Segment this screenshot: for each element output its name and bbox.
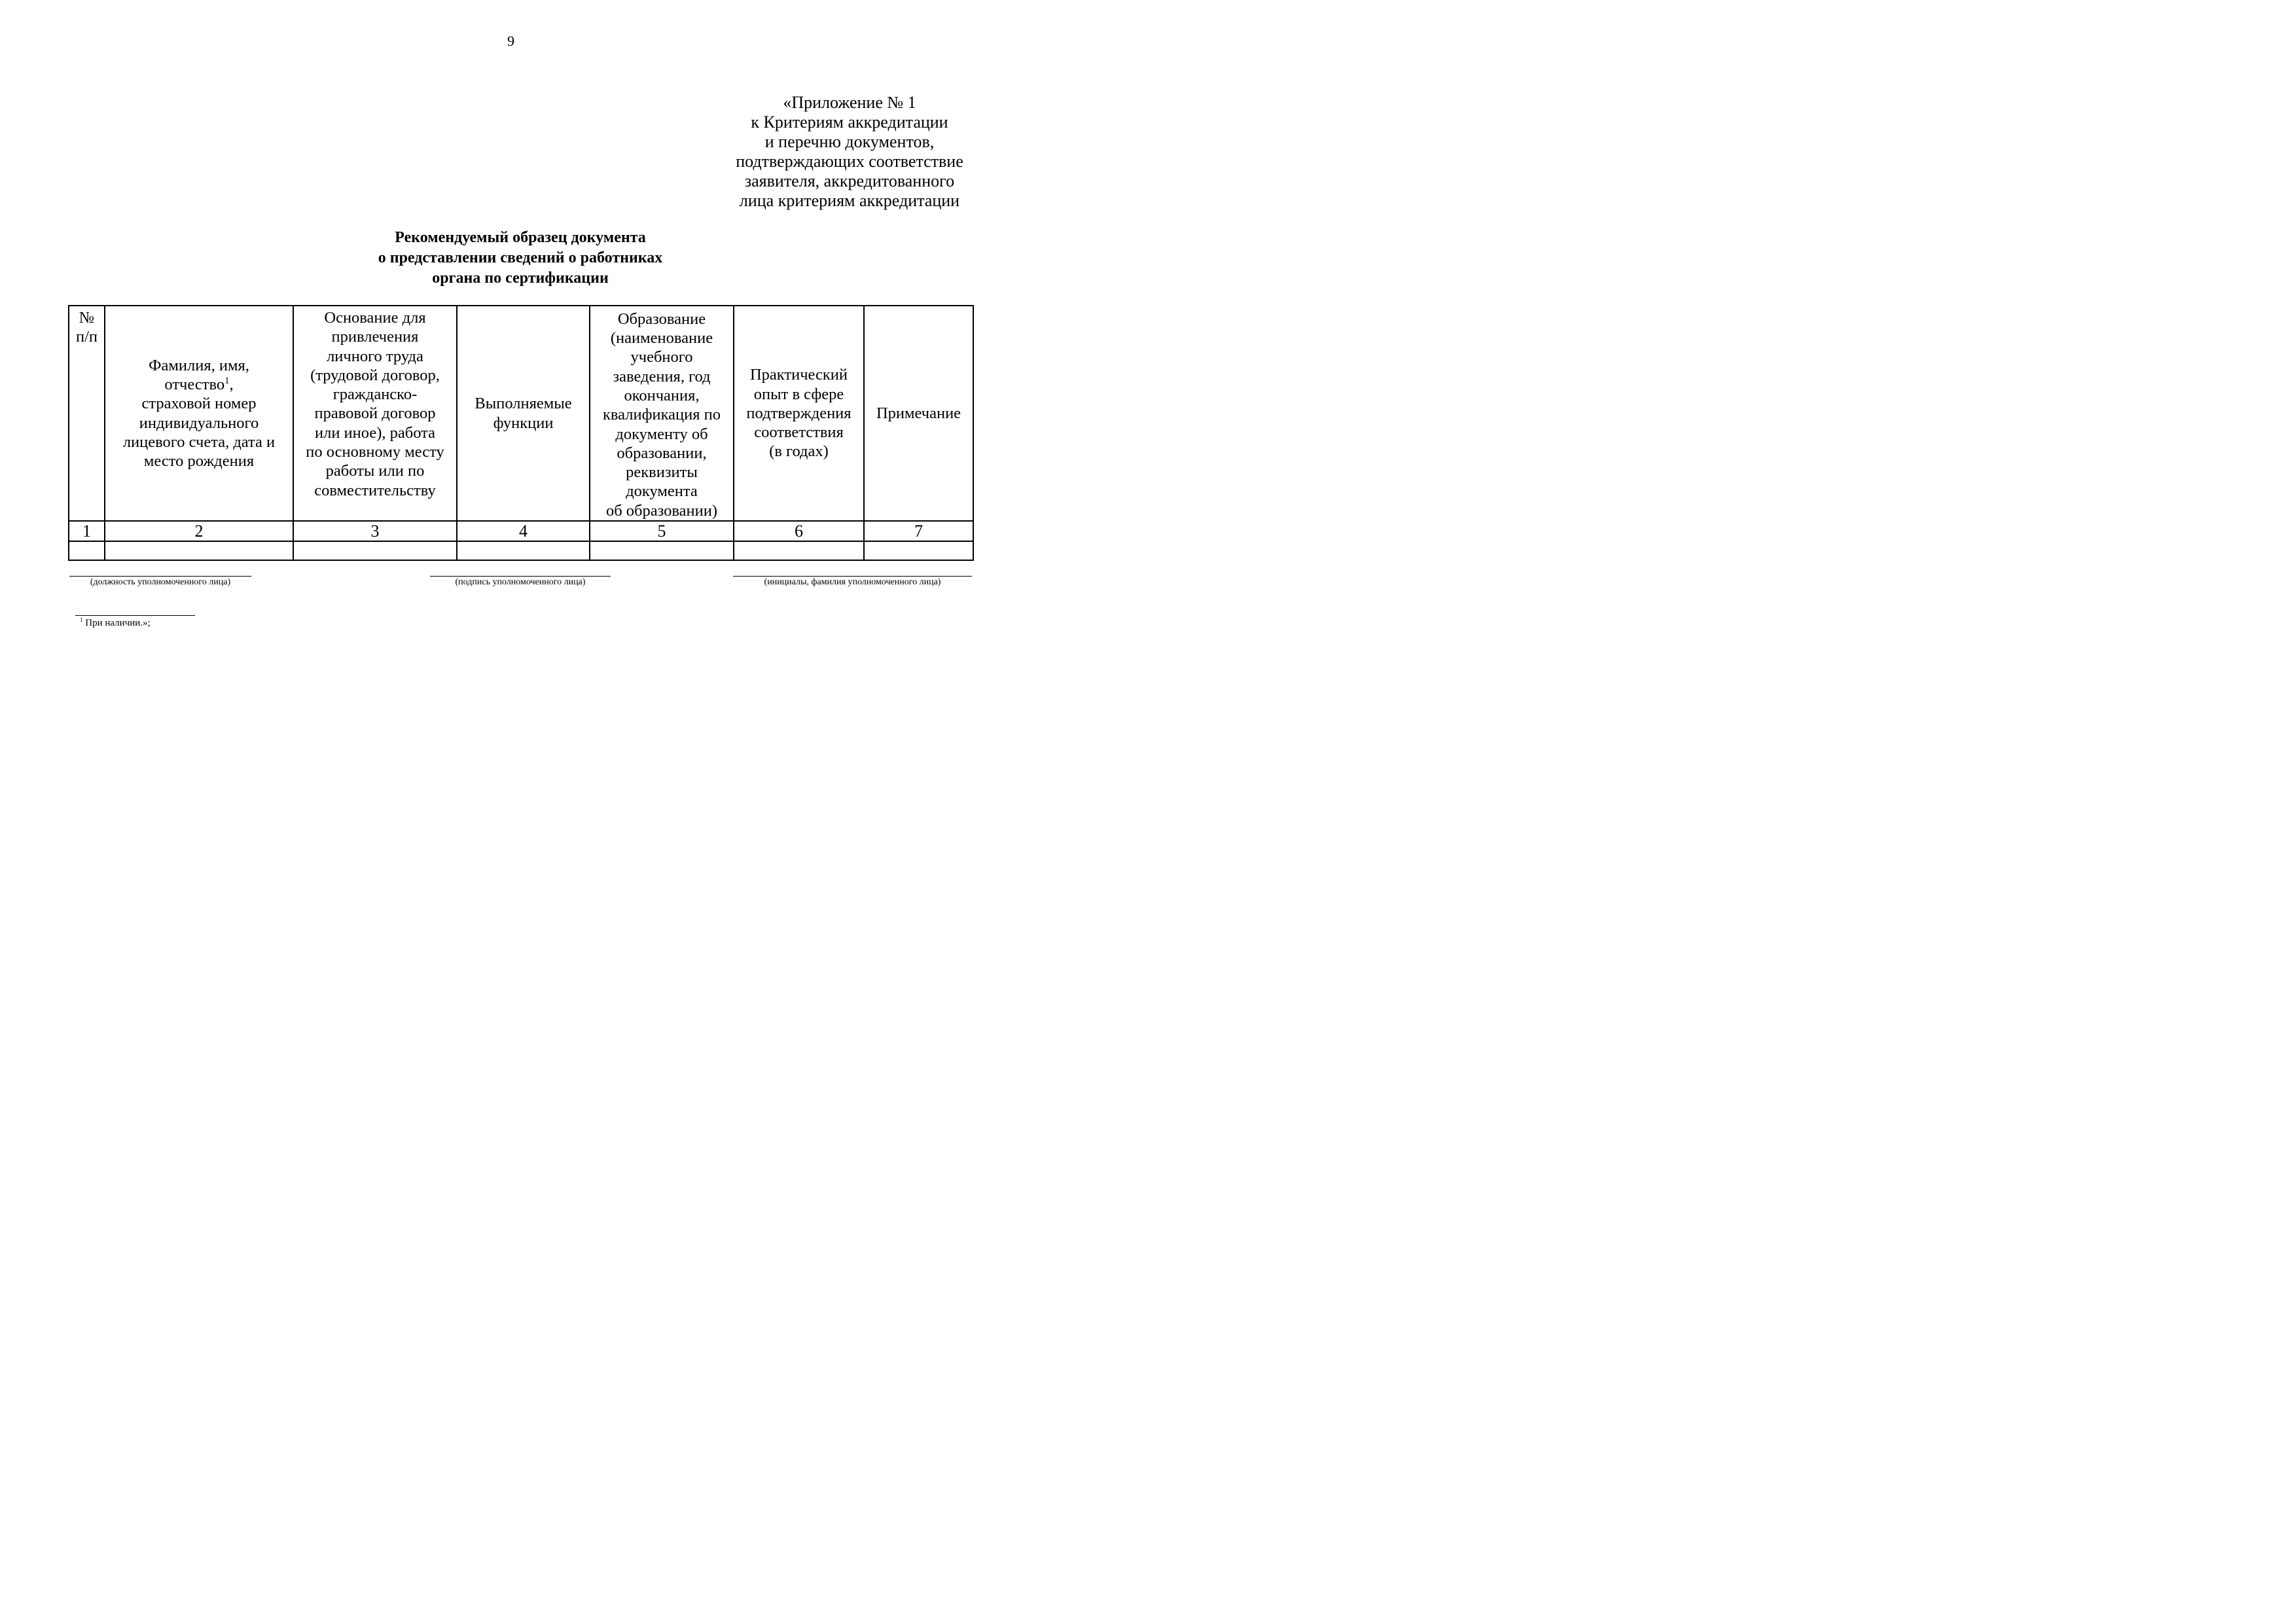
header-line: страховой номер	[141, 395, 257, 413]
header-line: квалификация по	[603, 406, 721, 424]
footnote-text: При наличии.»;	[82, 618, 151, 628]
title-line: о представлении сведений о работниках	[378, 249, 663, 266]
header-line: привлечения	[331, 328, 419, 346]
column-number-cell: 5	[590, 521, 734, 541]
appendix-line: заявителя, аккредитованного	[744, 171, 955, 190]
employee-info-table	[68, 305, 974, 561]
header-line: лицевого счета, дата и	[122, 433, 276, 451]
appendix-heading	[713, 93, 986, 211]
signature-line: (подпись уполномоченного лица)	[430, 576, 611, 588]
column-number-cell: 2	[105, 521, 293, 541]
header-line: (трудовой договор,	[310, 366, 440, 384]
header-line: Примечание	[876, 404, 961, 422]
header-line: заведения, год	[613, 367, 711, 385]
column-number-cell: 4	[457, 521, 590, 541]
header-line: место рождения	[143, 452, 255, 471]
header-line: совместительству	[314, 481, 436, 499]
column-number-cell: 6	[734, 521, 864, 541]
header-line: учебного	[630, 348, 693, 366]
header-line: подтверждения	[746, 404, 852, 422]
header-line: (наименование	[610, 329, 713, 348]
appendix-line: «Приложение № 1	[783, 93, 916, 112]
page-number: 9	[507, 33, 514, 49]
column-number-cell: 7	[864, 521, 973, 541]
title-line: Рекомендуемый образец документа	[395, 229, 646, 246]
header-line: или иное), работа	[314, 423, 436, 442]
empty-cell	[105, 541, 293, 560]
document-title	[0, 228, 1041, 289]
header-line: по основному месту	[306, 443, 444, 461]
appendix-line: подтверждающих соответствие	[736, 152, 963, 171]
position-signature-line: (должность уполномоченного лица)	[69, 576, 251, 588]
empty-cell	[293, 541, 457, 560]
appendix-line: и перечню документов,	[764, 132, 935, 151]
column-number-cell: 1	[69, 521, 105, 541]
header-line: Практический	[749, 366, 848, 384]
header-line: личного труда	[327, 347, 423, 365]
appendix-line: лица критериям аккредитации	[739, 191, 960, 210]
header-cell-experience	[734, 306, 864, 521]
footnote-mark: 1	[224, 375, 230, 386]
header-cell-number	[69, 306, 105, 521]
footnote-mark: 1	[80, 616, 83, 623]
header-line: функции	[493, 414, 554, 432]
header-line: правовой договор	[314, 404, 436, 423]
header-line: гражданско-	[332, 385, 418, 404]
header-line: индивидуального	[139, 414, 259, 432]
header-cell-education	[590, 306, 734, 521]
header-line: отчество	[164, 375, 225, 393]
title-line: органа по сертификации	[432, 270, 609, 287]
header-line: п/п	[75, 328, 98, 346]
footnote	[80, 618, 151, 629]
header-line: работы или по	[325, 462, 425, 480]
table-header-row	[69, 306, 973, 521]
empty-cell	[590, 541, 734, 560]
appendix-line: к Критериям аккредитации	[751, 113, 948, 132]
header-line: документа	[626, 482, 698, 501]
header-cell-employment-basis	[293, 306, 457, 521]
empty-cell	[864, 541, 973, 560]
header-line: Фамилия, имя,	[149, 356, 249, 374]
header-line: Образование	[617, 310, 706, 328]
header-line: об образовании)	[605, 501, 718, 520]
empty-cell	[734, 541, 864, 560]
header-line-with-footnote	[108, 375, 290, 394]
header-line: документу об	[615, 425, 708, 443]
table-row	[69, 541, 973, 560]
header-punctuation: ,	[229, 375, 234, 393]
header-line: реквизиты	[626, 463, 698, 482]
header-line: окончания,	[624, 386, 700, 404]
column-number-cell: 3	[293, 521, 457, 541]
header-cell-full-name	[105, 306, 293, 521]
empty-cell	[69, 541, 105, 560]
header-line: образовании,	[617, 444, 707, 462]
header-line: опыт в сфере	[753, 385, 844, 403]
header-line: Выполняемые	[475, 395, 572, 413]
header-line: (в годах)	[769, 442, 829, 461]
header-line: Основание для	[324, 309, 426, 327]
name-signature-line: (инициалы, фамилия уполномоченного лица)	[733, 576, 972, 588]
header-cell-notes	[864, 306, 973, 521]
header-cell-functions	[457, 306, 590, 521]
header-line: №	[79, 309, 95, 327]
column-number-row	[69, 521, 973, 541]
header-line: соответствия	[754, 423, 844, 442]
empty-cell	[457, 541, 590, 560]
footnote-divider	[75, 615, 195, 616]
